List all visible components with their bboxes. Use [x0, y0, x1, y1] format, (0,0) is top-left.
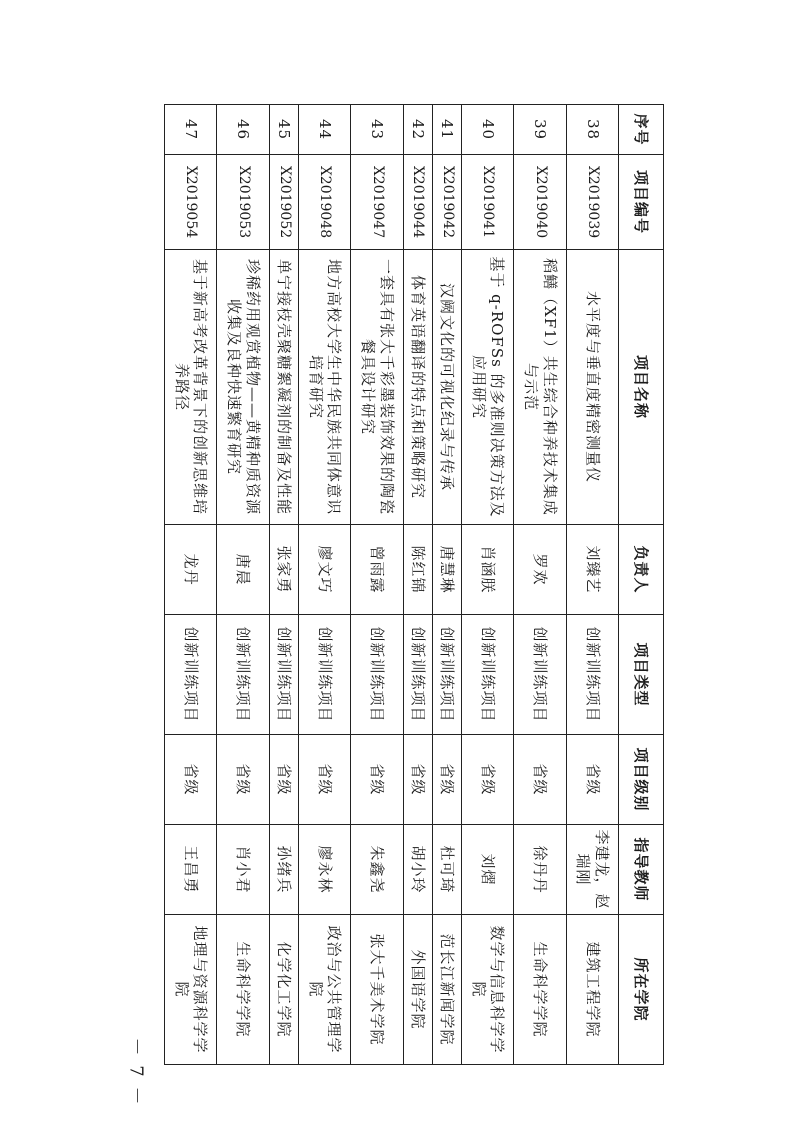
cell-advisor: 李建龙，赵瑞刚: [566, 825, 618, 915]
table-row: [462, 105, 514, 1065]
cell-type: 创新训练项目: [514, 615, 566, 735]
cell-type: 创新训练项目: [403, 615, 432, 735]
cell-college: 数学与信息科学学院: [462, 915, 514, 1065]
table-row: [566, 105, 618, 1065]
cell-seq: 38: [566, 105, 618, 155]
cell-code: X2019053: [217, 155, 269, 250]
table-row: [432, 105, 461, 1065]
cell-code: X2019040: [514, 155, 566, 250]
cell-name: 基于新高考改革背景下的创新思维培养路径: [165, 250, 217, 525]
cell-college: 化学化工学院: [269, 915, 298, 1065]
header-advisor: 指导教师: [619, 825, 664, 915]
cell-college: 建筑工程学院: [566, 915, 618, 1065]
cell-level: 省级: [432, 735, 461, 825]
header-level: 项目级别: [619, 735, 664, 825]
cell-seq: 47: [165, 105, 217, 155]
cell-name: 汉阙文化的可视化纪录与传承: [432, 250, 461, 525]
cell-type: 创新训练项目: [217, 615, 269, 735]
page-number: [122, 1037, 152, 1107]
cell-name: 基于 q-ROFSs 的多准则决策方法及应用研究: [462, 250, 514, 525]
cell-leader: 龙丹: [165, 525, 217, 615]
cell-college: 生命科学学院: [217, 915, 269, 1065]
cell-college: 外国语学院: [403, 915, 432, 1065]
cell-advisor: 朱鑫尧: [351, 825, 403, 915]
cell-advisor: 廖永林: [298, 825, 350, 915]
cell-leader: 廖文巧: [298, 525, 350, 615]
cell-level: 省级: [462, 735, 514, 825]
cell-level: 省级: [217, 735, 269, 825]
cell-name: 水平度与垂直度精密测量仪: [566, 250, 618, 525]
cell-seq: 39: [514, 105, 566, 155]
table-row: [269, 105, 298, 1065]
cell-type: 创新训练项目: [462, 615, 514, 735]
cell-name: 稻鳝（XF1）共生综合种养技术集成与示范: [514, 250, 566, 525]
cell-level: 省级: [298, 735, 350, 825]
cell-advisor: 孙绪兵: [269, 825, 298, 915]
header-code: 项目编号: [619, 155, 664, 250]
cell-level: 省级: [269, 735, 298, 825]
table-body: [165, 105, 619, 1065]
table-row: [351, 105, 403, 1065]
cell-type: 创新训练项目: [269, 615, 298, 735]
header-name: 项目名称: [619, 250, 664, 525]
cell-code: X2019052: [269, 155, 298, 250]
cell-advisor: 胡小玲: [403, 825, 432, 915]
cell-advisor: 徐丹丹: [514, 825, 566, 915]
cell-name: 一套具有张大千彩墨装饰效果的陶瓷餐具设计研究: [351, 250, 403, 525]
cell-name: 单宁接枝壳聚糖絮凝剂的制备及性能: [269, 250, 298, 525]
cell-college: 范长江新闻学院: [432, 915, 461, 1065]
cell-college: 张大千美术学院: [351, 915, 403, 1065]
cell-code: X2019047: [351, 155, 403, 250]
project-table: [164, 104, 664, 1065]
cell-code: X2019048: [298, 155, 350, 250]
cell-seq: 42: [403, 105, 432, 155]
cell-level: 省级: [514, 735, 566, 825]
cell-advisor: 王昌勇: [165, 825, 217, 915]
cell-name: 体育英语翻译的特点和策略研究: [403, 250, 432, 525]
cell-level: 省级: [351, 735, 403, 825]
header-seq: 序号: [619, 105, 664, 155]
cell-code: X2019044: [403, 155, 432, 250]
cell-leader: 刘臻艺: [566, 525, 618, 615]
cell-leader: 唐慧琳: [432, 525, 461, 615]
cell-leader: 陈红锦: [403, 525, 432, 615]
cell-college: 生命科学学院: [514, 915, 566, 1065]
table-row: [217, 105, 269, 1065]
cell-advisor: 杜可琦: [432, 825, 461, 915]
cell-type: 创新训练项目: [298, 615, 350, 735]
table-row: [403, 105, 432, 1065]
cell-code: X2019054: [165, 155, 217, 250]
cell-college: 地理与资源科学学院: [165, 915, 217, 1065]
cell-seq: 43: [351, 105, 403, 155]
cell-type: 创新训练项目: [432, 615, 461, 735]
table-row: [298, 105, 350, 1065]
cell-leader: 唐晨: [217, 525, 269, 615]
cell-code: X2019039: [566, 155, 618, 250]
cell-leader: 曾雨露: [351, 525, 403, 615]
cell-level: 省级: [403, 735, 432, 825]
table-row: [514, 105, 566, 1065]
cell-code: X2019042: [432, 155, 461, 250]
cell-level: 省级: [165, 735, 217, 825]
table-row: [165, 105, 217, 1065]
cell-type: 创新训练项目: [165, 615, 217, 735]
cell-seq: 40: [462, 105, 514, 155]
cell-leader: 张家勇: [269, 525, 298, 615]
cell-seq: 45: [269, 105, 298, 155]
cell-seq: 46: [217, 105, 269, 155]
cell-name: 珍稀药用观赏植物——黄精种质资源收集及良种快速繁育研究: [217, 250, 269, 525]
cell-leader: 罗欢: [514, 525, 566, 615]
cell-seq: 44: [298, 105, 350, 155]
page-number-text: － 7 －: [125, 1037, 146, 1107]
table-header-row: [619, 105, 664, 1065]
header-college: 所在学院: [619, 915, 664, 1065]
cell-advisor: 刘熠: [462, 825, 514, 915]
cell-seq: 41: [432, 105, 461, 155]
cell-advisor: 肖小君: [217, 825, 269, 915]
cell-name: 地方高校大学生中华民族共同体意识培育研究: [298, 250, 350, 525]
cell-leader: 肖涵朕: [462, 525, 514, 615]
header-type: 项目类型: [619, 615, 664, 735]
cell-level: 省级: [566, 735, 618, 825]
cell-college: 政治与公共管理学院: [298, 915, 350, 1065]
header-leader: 负责人: [619, 525, 664, 615]
rotated-table-container: [164, 104, 664, 1064]
cell-code: X2019041: [462, 155, 514, 250]
cell-type: 创新训练项目: [566, 615, 618, 735]
cell-type: 创新训练项目: [351, 615, 403, 735]
